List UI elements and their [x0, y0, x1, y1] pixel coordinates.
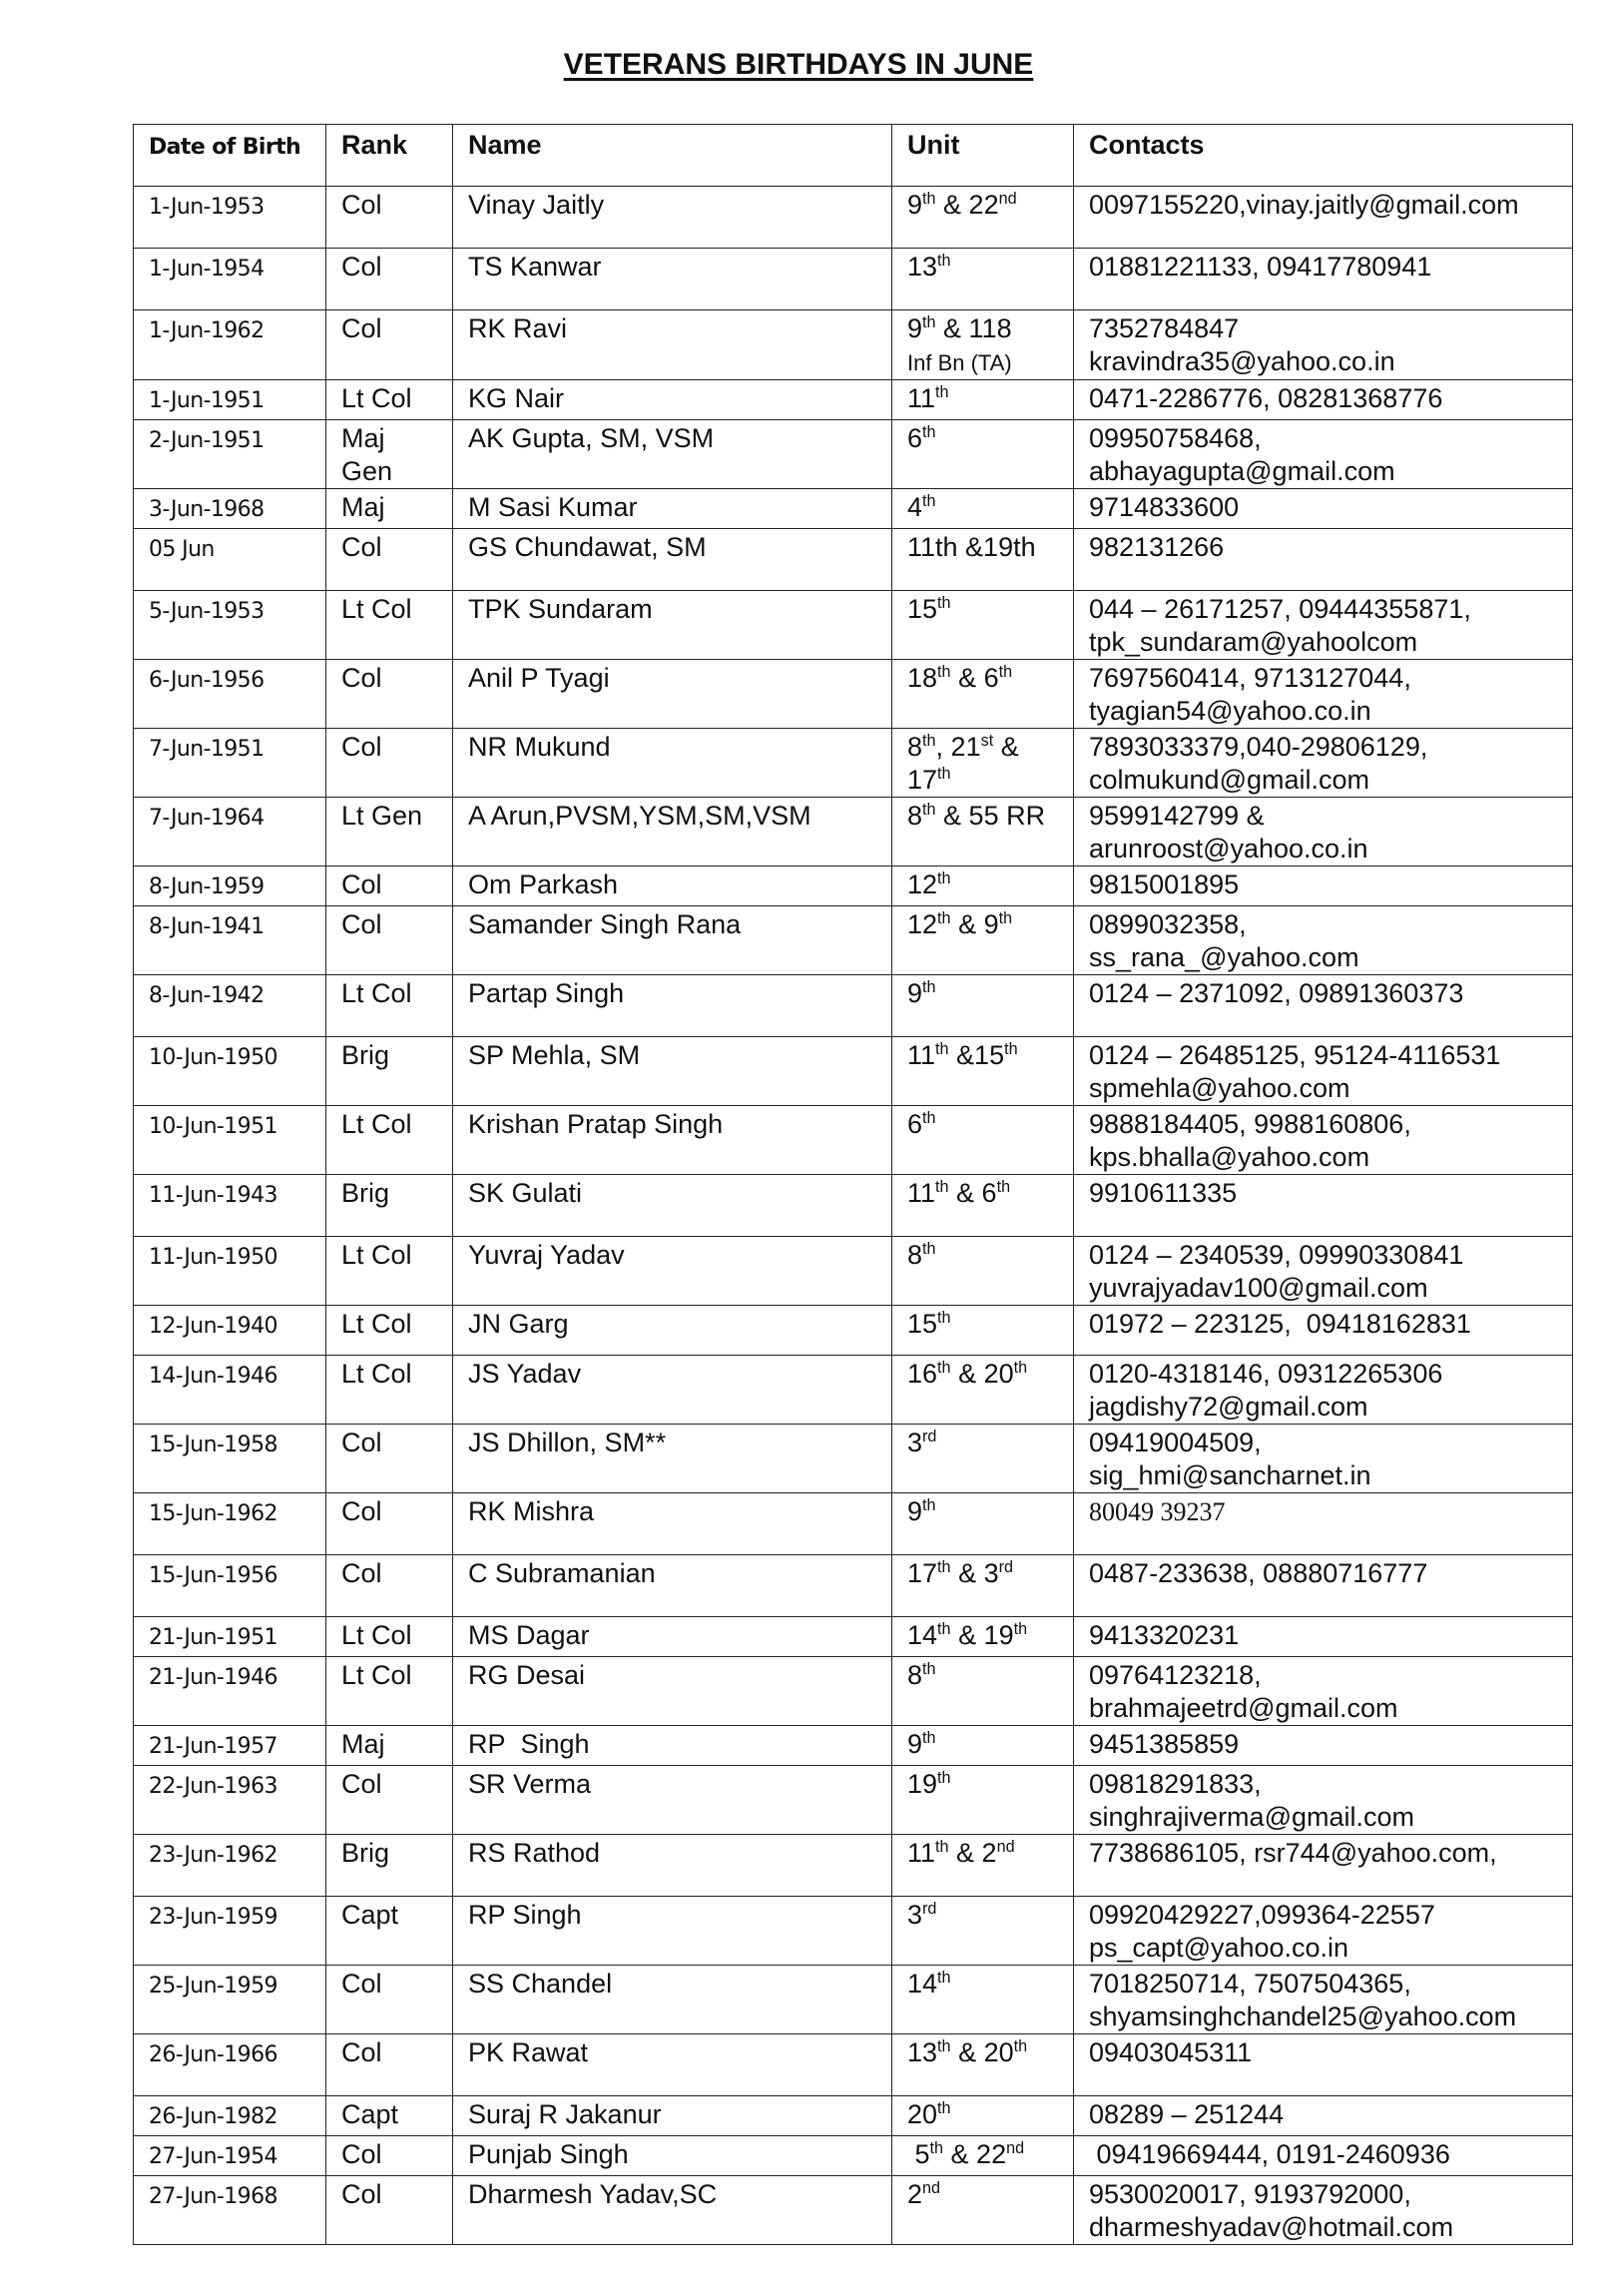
unit-cell: 9th & 22nd [892, 187, 1074, 249]
name-cell: Suraj R Jakanur [453, 2096, 892, 2136]
name-cell: Anil P Tyagi [453, 660, 892, 729]
unit-cell: 18th & 6th [892, 660, 1074, 729]
name-cell: A Arun,PVSM,YSM,SM,VSM [453, 798, 892, 866]
table-header-row [134, 125, 1573, 187]
header-name: Name [453, 125, 892, 187]
table-row [134, 2034, 1573, 2096]
contacts-cell: 0471-2286776, 08281368776 [1074, 380, 1573, 420]
name-cell: SS Chandel [453, 1966, 892, 2034]
name-cell: JS Yadav [453, 1356, 892, 1425]
contacts-cell: 0487-233638, 08880716777 [1074, 1555, 1573, 1617]
unit-cell: 8th, 21st & 17th [892, 729, 1074, 798]
unit-cell: 14th & 19th [892, 1617, 1074, 1657]
rank-cell: Col [326, 2034, 453, 2096]
contacts-cell: 09764123218, brahmajeetrd@gmail.com [1074, 1657, 1573, 1726]
table-row [134, 1555, 1573, 1617]
table-row [134, 660, 1573, 729]
contacts-cell: 09403045311 [1074, 2034, 1573, 2096]
unit-cell: 15th [892, 1306, 1074, 1356]
contacts-cell: 7697560414, 9713127044, tyagian54@yahoo.co.in [1074, 660, 1573, 729]
unit-cell: 20th [892, 2096, 1074, 2136]
table-row [134, 906, 1573, 975]
dob-cell: 27-Jun-1968 [134, 2176, 326, 2245]
contacts-cell: 09419004509, sig_hmi@sancharnet.in [1074, 1425, 1573, 1493]
name-cell: Punjab Singh [453, 2136, 892, 2176]
rank-cell: Col [326, 529, 453, 591]
dob-cell: 11-Jun-1950 [134, 1237, 326, 1306]
rank-cell: Lt Col [326, 1657, 453, 1726]
contacts-cell: 7018250714, 7507504365, shyamsinghchandel25@yahoo.com [1074, 1966, 1573, 2034]
contacts-cell: 01881221133, 09417780941 [1074, 249, 1573, 310]
name-cell: AK Gupta, SM, VSM [453, 420, 892, 489]
table-row [134, 187, 1573, 249]
table-row [134, 1657, 1573, 1726]
table-row [134, 1306, 1573, 1356]
dob-cell: 5-Jun-1953 [134, 591, 326, 660]
contacts-cell: 0120-4318146, 09312265306 jagdishy72@gmail.com [1074, 1356, 1573, 1425]
unit-cell: 9th & 118 Inf Bn (TA) [892, 310, 1074, 380]
contacts-cell: 9413320231 [1074, 1617, 1573, 1657]
table-row [134, 310, 1573, 380]
contacts-cell: 0124 – 2340539, 09990330841 yuvrajyadav100@gmail.com [1074, 1237, 1573, 1306]
dob-cell: 7-Jun-1964 [134, 798, 326, 866]
table-row [134, 529, 1573, 591]
rank-cell: Lt Col [326, 1617, 453, 1657]
name-cell: Om Parkash [453, 866, 892, 906]
contacts-cell: 9451385859 [1074, 1726, 1573, 1766]
dob-cell: 1-Jun-1951 [134, 380, 326, 420]
dob-cell: 21-Jun-1946 [134, 1657, 326, 1726]
unit-cell: 17th & 3rd [892, 1555, 1074, 1617]
unit-cell: 9th [892, 1726, 1074, 1766]
name-cell: Vinay Jaitly [453, 187, 892, 249]
name-cell: KG Nair [453, 380, 892, 420]
unit-cell: 9th [892, 1493, 1074, 1555]
rank-cell: Col [326, 249, 453, 310]
rank-cell: Col [326, 660, 453, 729]
rank-cell: Lt Col [326, 1106, 453, 1175]
page-title: VETERANS BIRTHDAYS IN JUNE [563, 48, 1034, 81]
header-contacts: Contacts [1074, 125, 1573, 187]
dob-cell: 8-Jun-1941 [134, 906, 326, 975]
unit-cell: 19th [892, 1766, 1074, 1835]
unit-cell: 11th & 6th [892, 1175, 1074, 1237]
rank-cell: Brig [326, 1835, 453, 1897]
unit-cell: 3rd [892, 1897, 1074, 1966]
contacts-cell: 9599142799 & arunroost@yahoo.co.in [1074, 798, 1573, 866]
name-cell: SP Mehla, SM [453, 1037, 892, 1106]
header-unit: Unit [892, 125, 1074, 187]
table-row [134, 1037, 1573, 1106]
name-cell: MS Dagar [453, 1617, 892, 1657]
table-row [134, 1897, 1573, 1966]
contacts-cell: 7352784847 kravindra35@yahoo.co.in [1074, 310, 1573, 380]
name-cell: TS Kanwar [453, 249, 892, 310]
rank-cell: Lt Gen [326, 798, 453, 866]
unit-cell: 13th & 20th [892, 2034, 1074, 2096]
rank-cell: Col [326, 1425, 453, 1493]
table-row [134, 1726, 1573, 1766]
table-row [134, 420, 1573, 489]
table-row [134, 1175, 1573, 1237]
dob-cell: 21-Jun-1951 [134, 1617, 326, 1657]
rank-cell: Col [326, 2136, 453, 2176]
rank-cell: Col [326, 866, 453, 906]
table-row [134, 1356, 1573, 1425]
dob-cell: 1-Jun-1953 [134, 187, 326, 249]
rank-cell: Col [326, 1493, 453, 1555]
unit-cell: 8th & 55 RR [892, 798, 1074, 866]
dob-cell: 15-Jun-1956 [134, 1555, 326, 1617]
dob-cell: 2-Jun-1951 [134, 420, 326, 489]
table-row [134, 1425, 1573, 1493]
rank-cell: Lt Col [326, 975, 453, 1037]
unit-cell: 11th & 2nd [892, 1835, 1074, 1897]
rank-cell: Lt Col [326, 1356, 453, 1425]
table-row [134, 1835, 1573, 1897]
dob-cell: 1-Jun-1954 [134, 249, 326, 310]
contacts-cell: 80049 39237 [1074, 1493, 1573, 1555]
header-rank: Rank [326, 125, 453, 187]
unit-cell: 6th [892, 1106, 1074, 1175]
name-cell: PK Rawat [453, 2034, 892, 2096]
dob-cell: 15-Jun-1962 [134, 1493, 326, 1555]
name-cell: Krishan Pratap Singh [453, 1106, 892, 1175]
table-row [134, 591, 1573, 660]
unit-cell: 4th [892, 489, 1074, 529]
table-body [134, 187, 1573, 2245]
contacts-cell: 9714833600 [1074, 489, 1573, 529]
unit-cell: 12th & 9th [892, 906, 1074, 975]
contacts-cell: 0124 – 26485125, 95124-4116531 spmehla@yahoo.com [1074, 1037, 1573, 1106]
dob-cell: 23-Jun-1962 [134, 1835, 326, 1897]
unit-cell: 8th [892, 1237, 1074, 1306]
unit-cell: 2nd [892, 2176, 1074, 2245]
rank-cell: Col [326, 310, 453, 380]
header-date-of-birth: Date of Birth [134, 125, 326, 187]
rank-cell: Maj [326, 1726, 453, 1766]
unit-cell: 6th [892, 420, 1074, 489]
rank-cell: Col [326, 187, 453, 249]
name-cell: Yuvraj Yadav [453, 1237, 892, 1306]
contacts-cell: 9530020017, 9193792000, dharmeshyadav@hotmail.com [1074, 2176, 1573, 2245]
dob-cell: 14-Jun-1946 [134, 1356, 326, 1425]
dob-cell: 10-Jun-1951 [134, 1106, 326, 1175]
dob-cell: 21-Jun-1957 [134, 1726, 326, 1766]
name-cell: SR Verma [453, 1766, 892, 1835]
dob-cell: 12-Jun-1940 [134, 1306, 326, 1356]
table-row [134, 2096, 1573, 2136]
table-row [134, 1966, 1573, 2034]
dob-cell: 8-Jun-1959 [134, 866, 326, 906]
dob-cell: 22-Jun-1963 [134, 1766, 326, 1835]
name-cell: Samander Singh Rana [453, 906, 892, 975]
table-row [134, 798, 1573, 866]
table-row [134, 2136, 1573, 2176]
unit-cell: 16th & 20th [892, 1356, 1074, 1425]
rank-cell: Brig [326, 1175, 453, 1237]
name-cell: M Sasi Kumar [453, 489, 892, 529]
dob-cell: 7-Jun-1951 [134, 729, 326, 798]
rank-cell: Maj Gen [326, 420, 453, 489]
name-cell: JS Dhillon, SM** [453, 1425, 892, 1493]
unit-cell: 12th [892, 866, 1074, 906]
dob-cell: 26-Jun-1982 [134, 2096, 326, 2136]
table-row [134, 866, 1573, 906]
contacts-cell: 7738686105, rsr744@yahoo.com, [1074, 1835, 1573, 1897]
rank-cell: Lt Col [326, 591, 453, 660]
rank-cell: Maj [326, 489, 453, 529]
table-row [134, 729, 1573, 798]
name-cell: C Subramanian [453, 1555, 892, 1617]
contacts-cell: 09920429227,099364-22557 ps_capt@yahoo.co.in [1074, 1897, 1573, 1966]
rank-cell: Col [326, 1555, 453, 1617]
veterans-birthday-table [133, 124, 1573, 2245]
dob-cell: 6-Jun-1956 [134, 660, 326, 729]
table-row [134, 380, 1573, 420]
dob-cell: 15-Jun-1958 [134, 1425, 326, 1493]
unit-cell: 11th &15th [892, 1037, 1074, 1106]
name-cell: Dharmesh Yadav,SC [453, 2176, 892, 2245]
rank-cell: Capt [326, 1897, 453, 1966]
dob-cell: 1-Jun-1962 [134, 310, 326, 380]
contacts-cell: 0097155220,vinay.jaitly@gmail.com [1074, 187, 1573, 249]
name-cell: RP Singh [453, 1897, 892, 1966]
rank-cell: Lt Col [326, 380, 453, 420]
name-cell: RG Desai [453, 1657, 892, 1726]
dob-cell: 26-Jun-1966 [134, 2034, 326, 2096]
unit-cell: 9th [892, 975, 1074, 1037]
unit-cell: 8th [892, 1657, 1074, 1726]
table-row [134, 249, 1573, 310]
name-cell: RP Singh [453, 1726, 892, 1766]
rank-cell: Col [326, 906, 453, 975]
name-cell: RS Rathod [453, 1835, 892, 1897]
contacts-cell: 0124 – 2371092, 09891360373 [1074, 975, 1573, 1037]
unit-cell: 5th & 22nd [892, 2136, 1074, 2176]
contacts-cell: 01972 – 223125, 09418162831 [1074, 1306, 1573, 1356]
rank-cell: Capt [326, 2096, 453, 2136]
name-cell: NR Mukund [453, 729, 892, 798]
contacts-cell: 09950758468, abhayagupta@gmail.com [1074, 420, 1573, 489]
name-cell: SK Gulati [453, 1175, 892, 1237]
rank-cell: Brig [326, 1037, 453, 1106]
table-row [134, 2176, 1573, 2245]
contacts-cell: 044 – 26171257, 09444355871, tpk_sundaram@yahoolcom [1074, 591, 1573, 660]
dob-cell: 11-Jun-1943 [134, 1175, 326, 1237]
unit-cell: 3rd [892, 1425, 1074, 1493]
table-row [134, 1617, 1573, 1657]
dob-cell: 25-Jun-1959 [134, 1966, 326, 2034]
unit-cell: 11th [892, 380, 1074, 420]
contacts-cell: 982131266 [1074, 529, 1573, 591]
contacts-cell: 9815001895 [1074, 866, 1573, 906]
unit-cell: 11th &19th [892, 529, 1074, 591]
name-cell: JN Garg [453, 1306, 892, 1356]
table-row [134, 1493, 1573, 1555]
name-cell: TPK Sundaram [453, 591, 892, 660]
rank-cell: Col [326, 729, 453, 798]
unit-cell: 15th [892, 591, 1074, 660]
name-cell: RK Mishra [453, 1493, 892, 1555]
name-cell: RK Ravi [453, 310, 892, 380]
table-row [134, 1106, 1573, 1175]
dob-cell: 8-Jun-1942 [134, 975, 326, 1037]
contacts-cell: 09818291833, singhrajiverma@gmail.com [1074, 1766, 1573, 1835]
dob-cell: 10-Jun-1950 [134, 1037, 326, 1106]
name-cell: GS Chundawat, SM [453, 529, 892, 591]
table-row [134, 1766, 1573, 1835]
dob-cell: 3-Jun-1968 [134, 489, 326, 529]
unit-cell: 13th [892, 249, 1074, 310]
contacts-cell: 09419669444, 0191-2460936 [1074, 2136, 1573, 2176]
contacts-cell: 7893033379,040-29806129, colmukund@gmail.com [1074, 729, 1573, 798]
rank-cell: Lt Col [326, 1306, 453, 1356]
name-cell: Partap Singh [453, 975, 892, 1037]
contacts-cell: 9910611335 [1074, 1175, 1573, 1237]
rank-cell: Col [326, 1766, 453, 1835]
contacts-cell: 08289 – 251244 [1074, 2096, 1573, 2136]
dob-cell: 23-Jun-1959 [134, 1897, 326, 1966]
contacts-cell: 9888184405, 9988160806, kps.bhalla@yahoo.com [1074, 1106, 1573, 1175]
table-row [134, 1237, 1573, 1306]
unit-cell: 14th [892, 1966, 1074, 2034]
dob-cell: 27-Jun-1954 [134, 2136, 326, 2176]
table-row [134, 975, 1573, 1037]
rank-cell: Col [326, 1966, 453, 2034]
rank-cell: Col [326, 2176, 453, 2245]
contacts-cell: 0899032358, ss_rana_@yahoo.com [1074, 906, 1573, 975]
rank-cell: Lt Col [326, 1237, 453, 1306]
table-row [134, 489, 1573, 529]
dob-cell: 05 Jun [134, 529, 326, 591]
